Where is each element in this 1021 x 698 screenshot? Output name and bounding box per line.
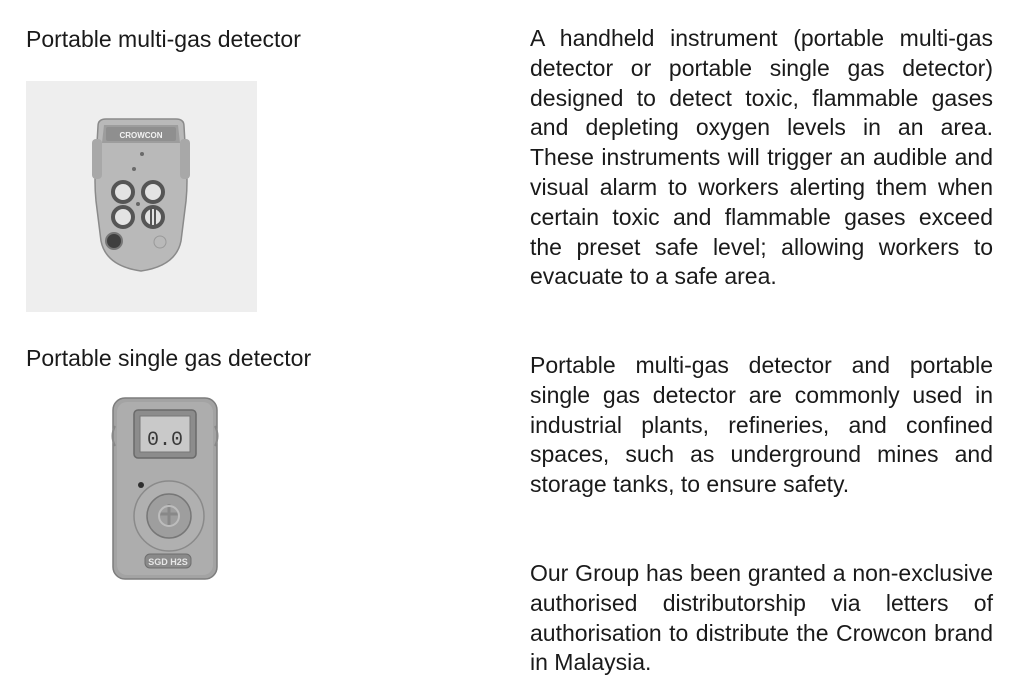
paragraph-distributorship: Our Group has been granted a non-exclusive authorised distributorship via letters of authorisation to distribute the Crowcon brand in Malaysia. [530, 560, 993, 676]
paragraph-definition: A handheld instrument (portable multi-gas detector or portable single gas detector) designed to detect toxic, flammable gases and depleting oxygen levels in an area. These instruments will trigger an audible and visual alarm to workers alerting them when certain toxic and flammable gases exceed the preset safe level; allowing workers to evacuate to a safe area. [530, 25, 993, 290]
single-gas-detector-label: Portable single gas detector [26, 345, 312, 371]
model-text: SGD H2S [148, 557, 188, 567]
paragraph-usage: Portable multi-gas detector and portable single gas detector are commonly used in industrial plants, refineries, and confined spaces, such as underground mines and storage tanks, to ensure safety. [530, 352, 993, 498]
display-reading: 0.0 [146, 429, 184, 452]
multi-gas-detector-photo [26, 81, 257, 312]
single-gas-detector-photo [110, 396, 220, 581]
multi-gas-detector-label: Portable multi-gas detector [26, 26, 301, 52]
brand-text: CROWCON [119, 131, 163, 140]
